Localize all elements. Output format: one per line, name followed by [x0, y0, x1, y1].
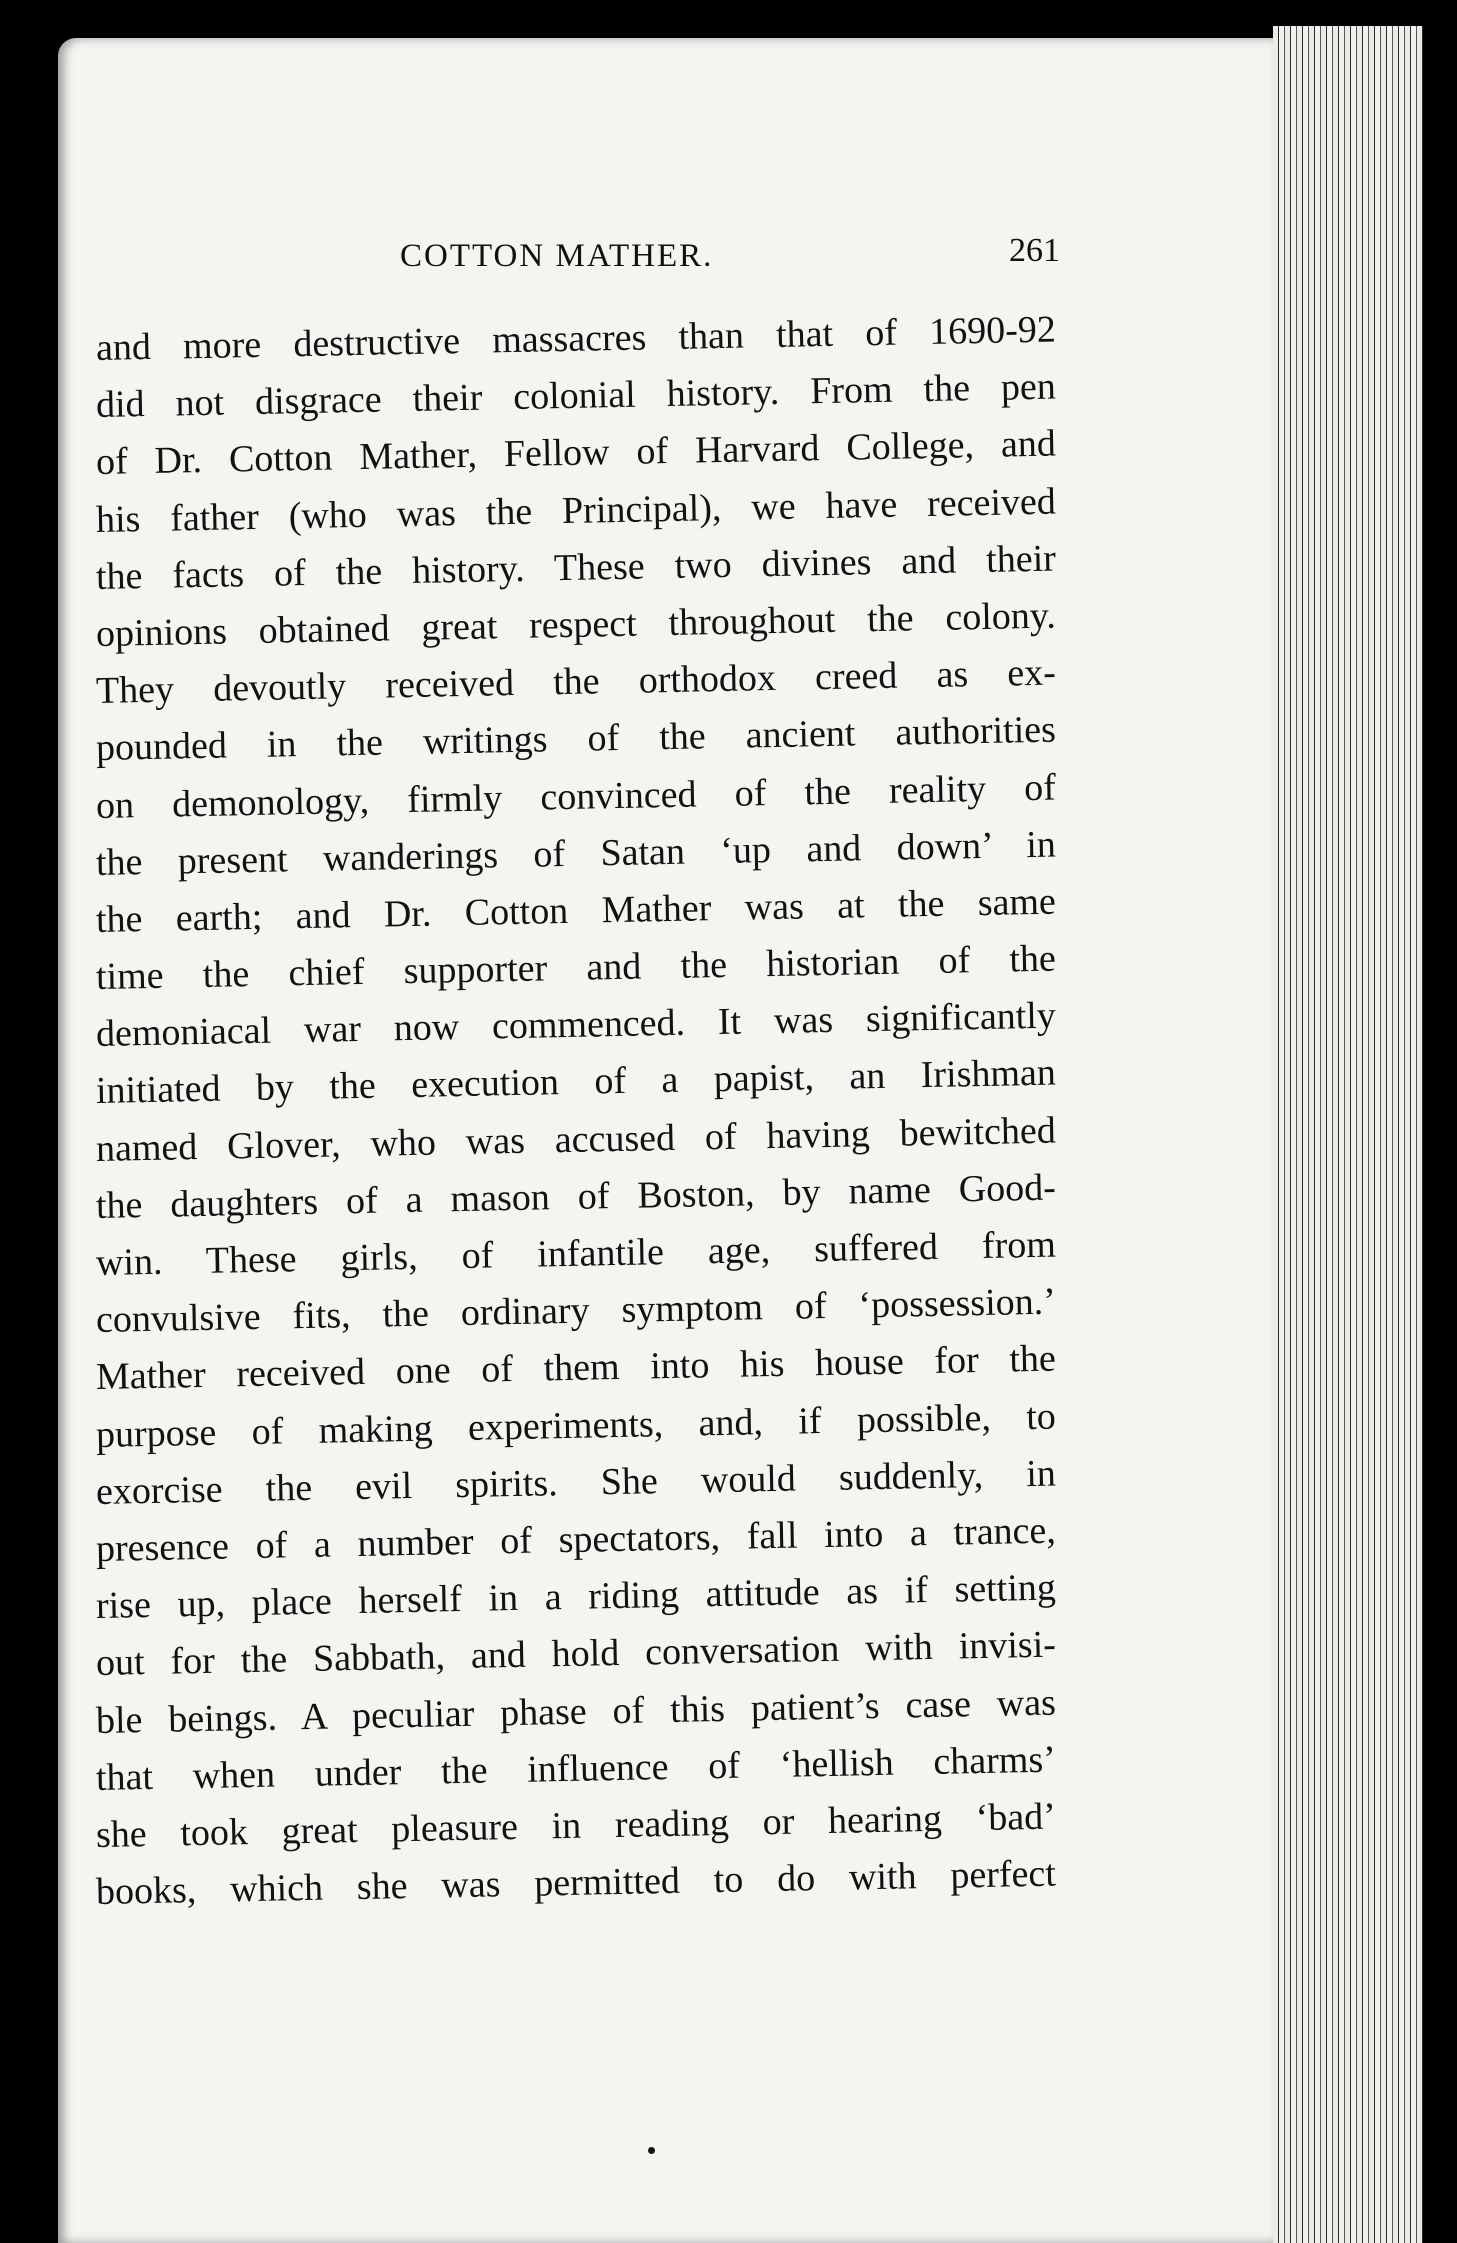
text-line: presence of a number of spectators, fall into a trance, [95, 1509, 1057, 1570]
page-header [400, 232, 1060, 278]
text-line: named Glover, who was accused of having bewitched [95, 1109, 1057, 1170]
text-line: his father (who was the Principal), we have received [95, 480, 1057, 541]
signature-mark-dot [648, 2147, 655, 2154]
text-line: win. These girls, of infantile age, suffered from [95, 1223, 1057, 1284]
text-line: Mather received one of them into his house for the [95, 1337, 1057, 1399]
text-line: opinions obtained great respect throughout the colony. [95, 594, 1057, 655]
text-line: pounded in the writings of the ancient authorities [95, 708, 1057, 770]
text-line: and more destructive massacres than that of 1690-92 [95, 308, 1057, 369]
text-line: the facts of the history. These two divines and their [95, 537, 1057, 598]
page-edges [1273, 26, 1457, 2243]
text-line: of Dr. Cotton Mather, Fellow of Harvard College, and [95, 422, 1057, 484]
text-line: on demonology, firmly convinced of the reality of [95, 766, 1057, 827]
text-line: she took great pleasure in reading or hearing ‘bad’ [95, 1795, 1057, 1856]
text-line: purpose of making experiments, and, if possible, to [95, 1395, 1057, 1456]
running-head: COTTON MATHER. [400, 238, 714, 274]
text-line: demoniacal war now commenced. It was significantly [95, 994, 1057, 1056]
text-line: out for the Sabbath, and hold conversation with invisi- [95, 1623, 1057, 1685]
text-line: rise up, place herself in a riding attitude as if setting [95, 1566, 1057, 1628]
text-line: that when under the influence of ‘hellish charms’ [95, 1738, 1057, 1799]
text-line: They devoutly received the orthodox creed as ex- [95, 651, 1057, 713]
text-line: convulsive fits, the ordinary symptom of ‘possession.’ [95, 1280, 1057, 1342]
text-line: ble beings. A peculiar phase of this patient’s case was [95, 1681, 1057, 1742]
text-line: initiated by the execution of a papist, an Irishman [95, 1052, 1057, 1113]
page-number: 261 [1009, 232, 1060, 269]
text-line: the earth; and Dr. Cotton Mather was at the same [95, 880, 1057, 941]
text-line: books, which she was permitted to do with perfect [95, 1852, 1057, 1914]
text-line: exorcise the evil spirits. She would suddenly, in [95, 1452, 1057, 1513]
text-line: time the chief supporter and the historian of the [95, 937, 1057, 999]
text-line: did not disgrace their colonial history. From the pen [95, 365, 1057, 427]
text-line: the present wanderings of Satan ‘up and down’ in [95, 823, 1057, 884]
text-line: the daughters of a mason of Boston, by name Good- [95, 1166, 1057, 1227]
body-text [95, 308, 1057, 1921]
